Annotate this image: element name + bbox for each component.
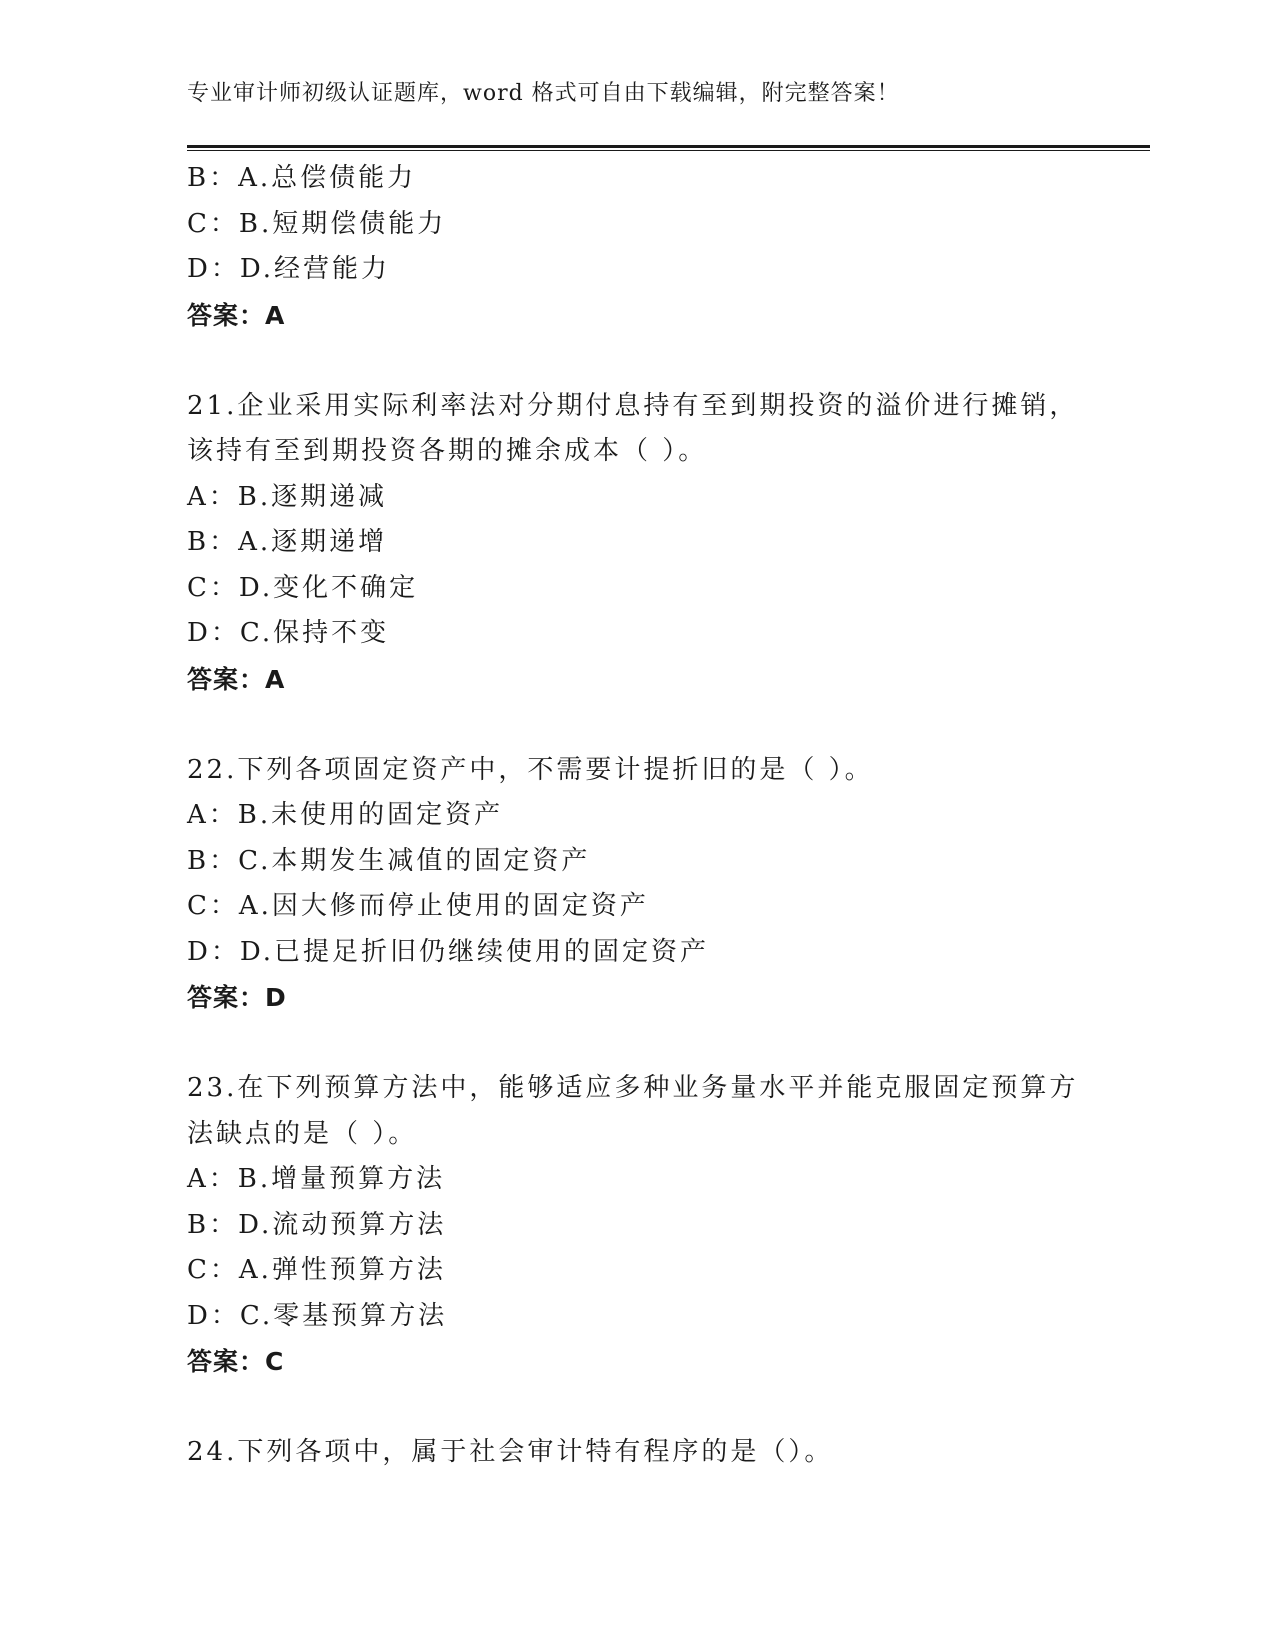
answer: 答案：A (187, 664, 286, 694)
option-d: D：C.零基预算方法 (187, 1300, 448, 1331)
question-22-stem: 22.下列各项固定资产中，不需要计提折旧的是（ ）。 (187, 754, 874, 785)
spacer (187, 702, 1147, 748)
option-d: D：D.经营能力 (187, 254, 391, 284)
header-rule-thin (187, 150, 1150, 151)
answer: 答案：C (187, 1347, 285, 1376)
page-header: 专业审计师初级认证题库，word 格式可自由下载编辑，附完整答案！ (187, 81, 900, 106)
header-rule-thick (187, 145, 1150, 148)
question-23-stem: 23.在下列预算方法中，能够适应多种业务量水平并能克服固定预算方 (187, 1073, 1079, 1103)
option-a: A：B.逐期递减 (187, 481, 388, 512)
question-23-stem-cont: 法缺点的是（ ）。 (187, 1118, 418, 1149)
question-21-stem-cont: 该持有至到期投资各期的摊余成本（ ）。 (187, 436, 708, 466)
option-b: B：C.本期发生减值的固定资产 (187, 845, 591, 876)
option-b: B：A.总偿债能力 (187, 163, 417, 193)
option-c: C：A.因大修而停止使用的固定资产 (187, 891, 649, 921)
option-a: A：B.增量预算方法 (187, 1164, 446, 1194)
option-b: B：D.流动预算方法 (187, 1209, 447, 1240)
question-21-stem: 21.企业采用实际利率法对分期付息持有至到期投资的溢价进行摊销， (187, 390, 1079, 421)
answer: 答案：A (187, 300, 286, 330)
question-24-stem: 24.下列各项中，属于社会审计特有程序的是（）。 (187, 1437, 834, 1467)
answer: 答案：D (187, 983, 287, 1012)
spacer (187, 338, 1147, 384)
option-b: B：A.逐期递增 (187, 527, 388, 557)
spacer (187, 1385, 1147, 1431)
option-a: A：B.未使用的固定资产 (187, 800, 504, 830)
option-d: D：D.已提足折旧仍继续使用的固定资产 (187, 936, 710, 967)
option-c: C：D.变化不确定 (187, 572, 419, 603)
question-content (187, 156, 1147, 1476)
option-d: D：C.保持不变 (187, 618, 390, 648)
spacer (187, 1021, 1147, 1067)
option-c: C：A.弹性预算方法 (187, 1255, 446, 1285)
option-c: C：B.短期偿债能力 (187, 208, 447, 239)
